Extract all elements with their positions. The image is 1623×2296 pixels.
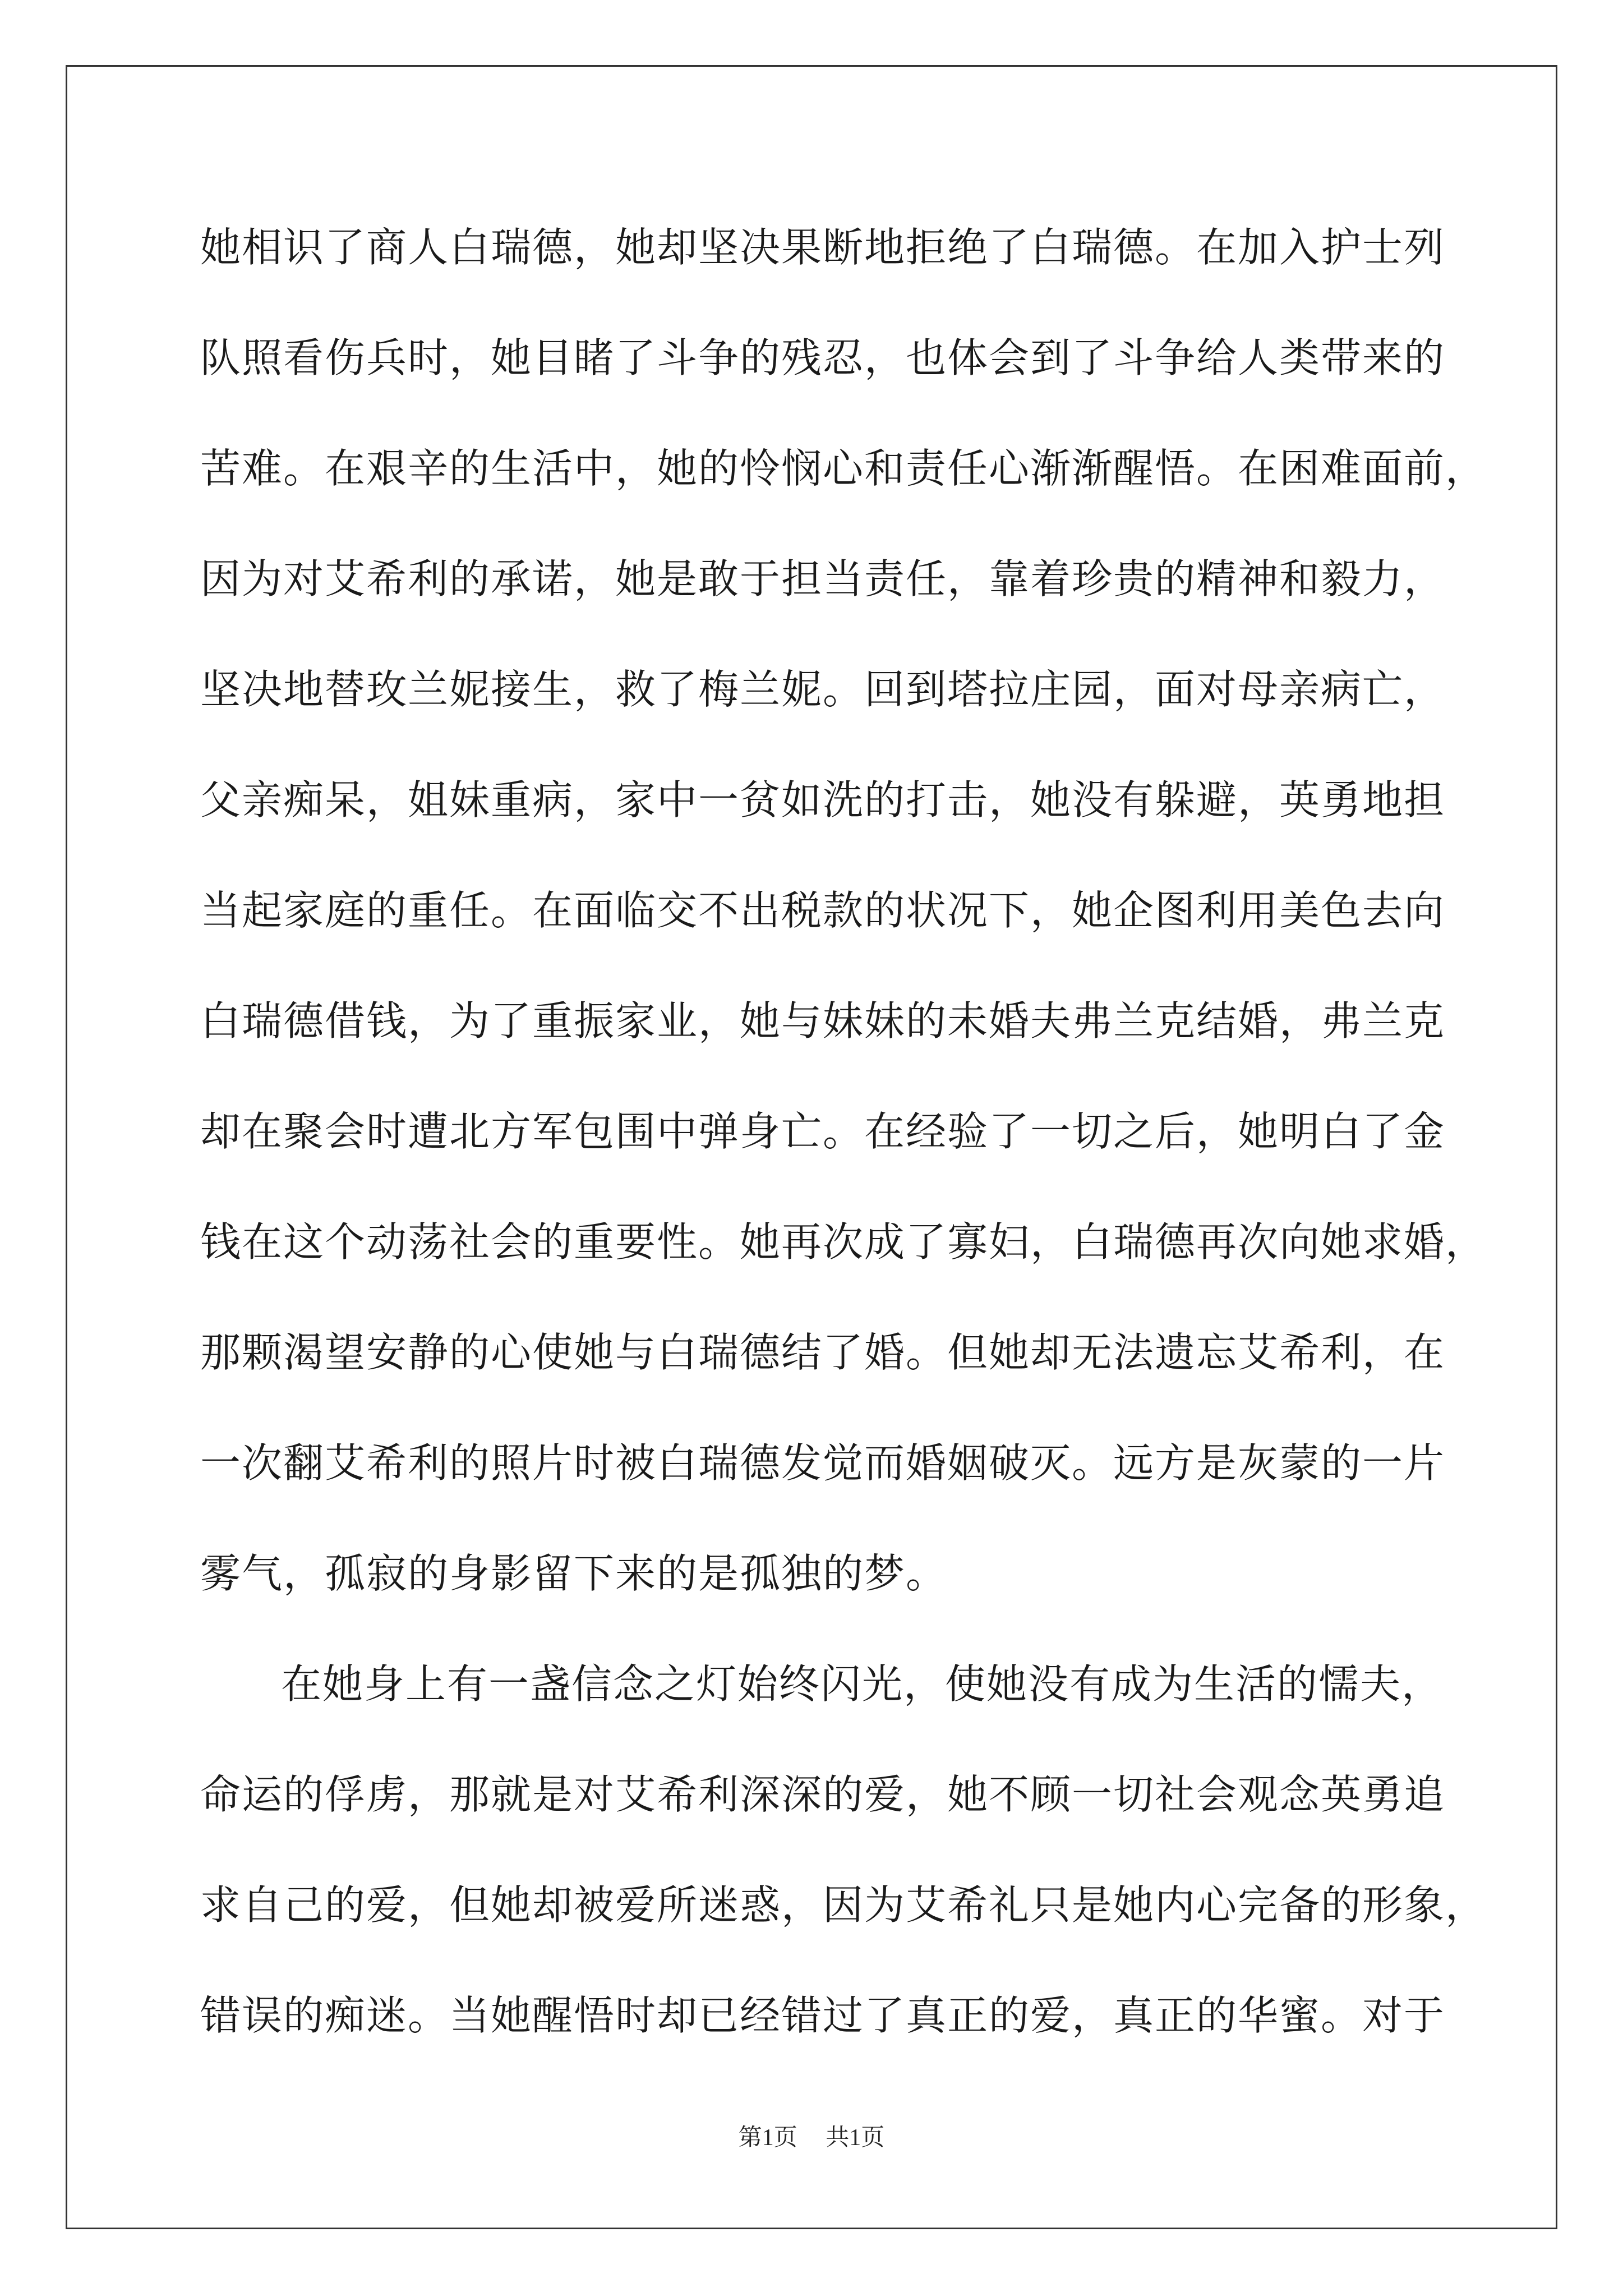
page-total: 共1页 — [826, 2125, 885, 2151]
text-line: 却在聚会时遭北方军包围中弹身亡。在经验了一切之后，她明白了金 — [200, 1108, 1446, 1155]
text-line: 雾气，孤寂的身影留下来的是孤独的梦。 — [200, 1550, 948, 1597]
text-line: 一次翻艾希利的照片时被白瑞德发觉而婚姻破灭。远方是灰蒙的一片 — [200, 1439, 1446, 1487]
text-line: 那颗渴望安静的心使她与白瑞德结了婚。但她却无法遗忘艾希利，在 — [200, 1329, 1446, 1376]
text-line: 当起家庭的重任。在面临交不出税款的状况下，她企图利用美色去向 — [200, 887, 1446, 934]
text-line: 错误的痴迷。当她醒悟时却已经错过了真正的爱，真正的华蜜。对于 — [200, 1992, 1446, 2039]
text-line: 苦难。在艰辛的生活中，她的怜悯心和责任心渐渐醒悟。在困难面前， — [200, 445, 1487, 492]
text-line: 钱在这个动荡社会的重要性。她再次成了寡妇，白瑞德再次向她求婚， — [200, 1218, 1487, 1266]
text-line: 父亲痴呆，姐妹重病，家中一贫如洗的打击，她没有躲避，英勇地担 — [200, 776, 1446, 823]
text-line: 命运的俘虏，那就是对艾希利深深的爱，她不顾一切社会观念英勇追 — [200, 1771, 1446, 1818]
text-line: 她相识了商人白瑞德，她却坚决果断地拒绝了白瑞德。在加入护士列 — [200, 224, 1446, 271]
page-footer — [0, 2121, 1623, 2155]
page-number: 第1页 — [738, 2125, 797, 2151]
text-line: 白瑞德借钱，为了重振家业，她与妹妹的未婚夫弗兰克结婚，弗兰克 — [200, 997, 1446, 1045]
paragraph-first-line: 在她身上有一盏信念之灯始终闪光，使她没有成为生活的懦夫， — [281, 1660, 1444, 1708]
text-line: 坚决地替玫兰妮接生，救了梅兰妮。回到塔拉庄园，面对母亲病亡， — [200, 666, 1446, 713]
text-line: 因为对艾希利的承诺，她是敢于担当责任，靠着珍贵的精神和毅力， — [200, 555, 1446, 602]
text-line: 队照看伤兵时，她目睹了斗争的残忍，也体会到了斗争给人类带来的 — [200, 334, 1446, 381]
text-line: 求自己的爱，但她却被爱所迷惑，因为艾希礼只是她内心完备的形象， — [200, 1881, 1487, 1929]
